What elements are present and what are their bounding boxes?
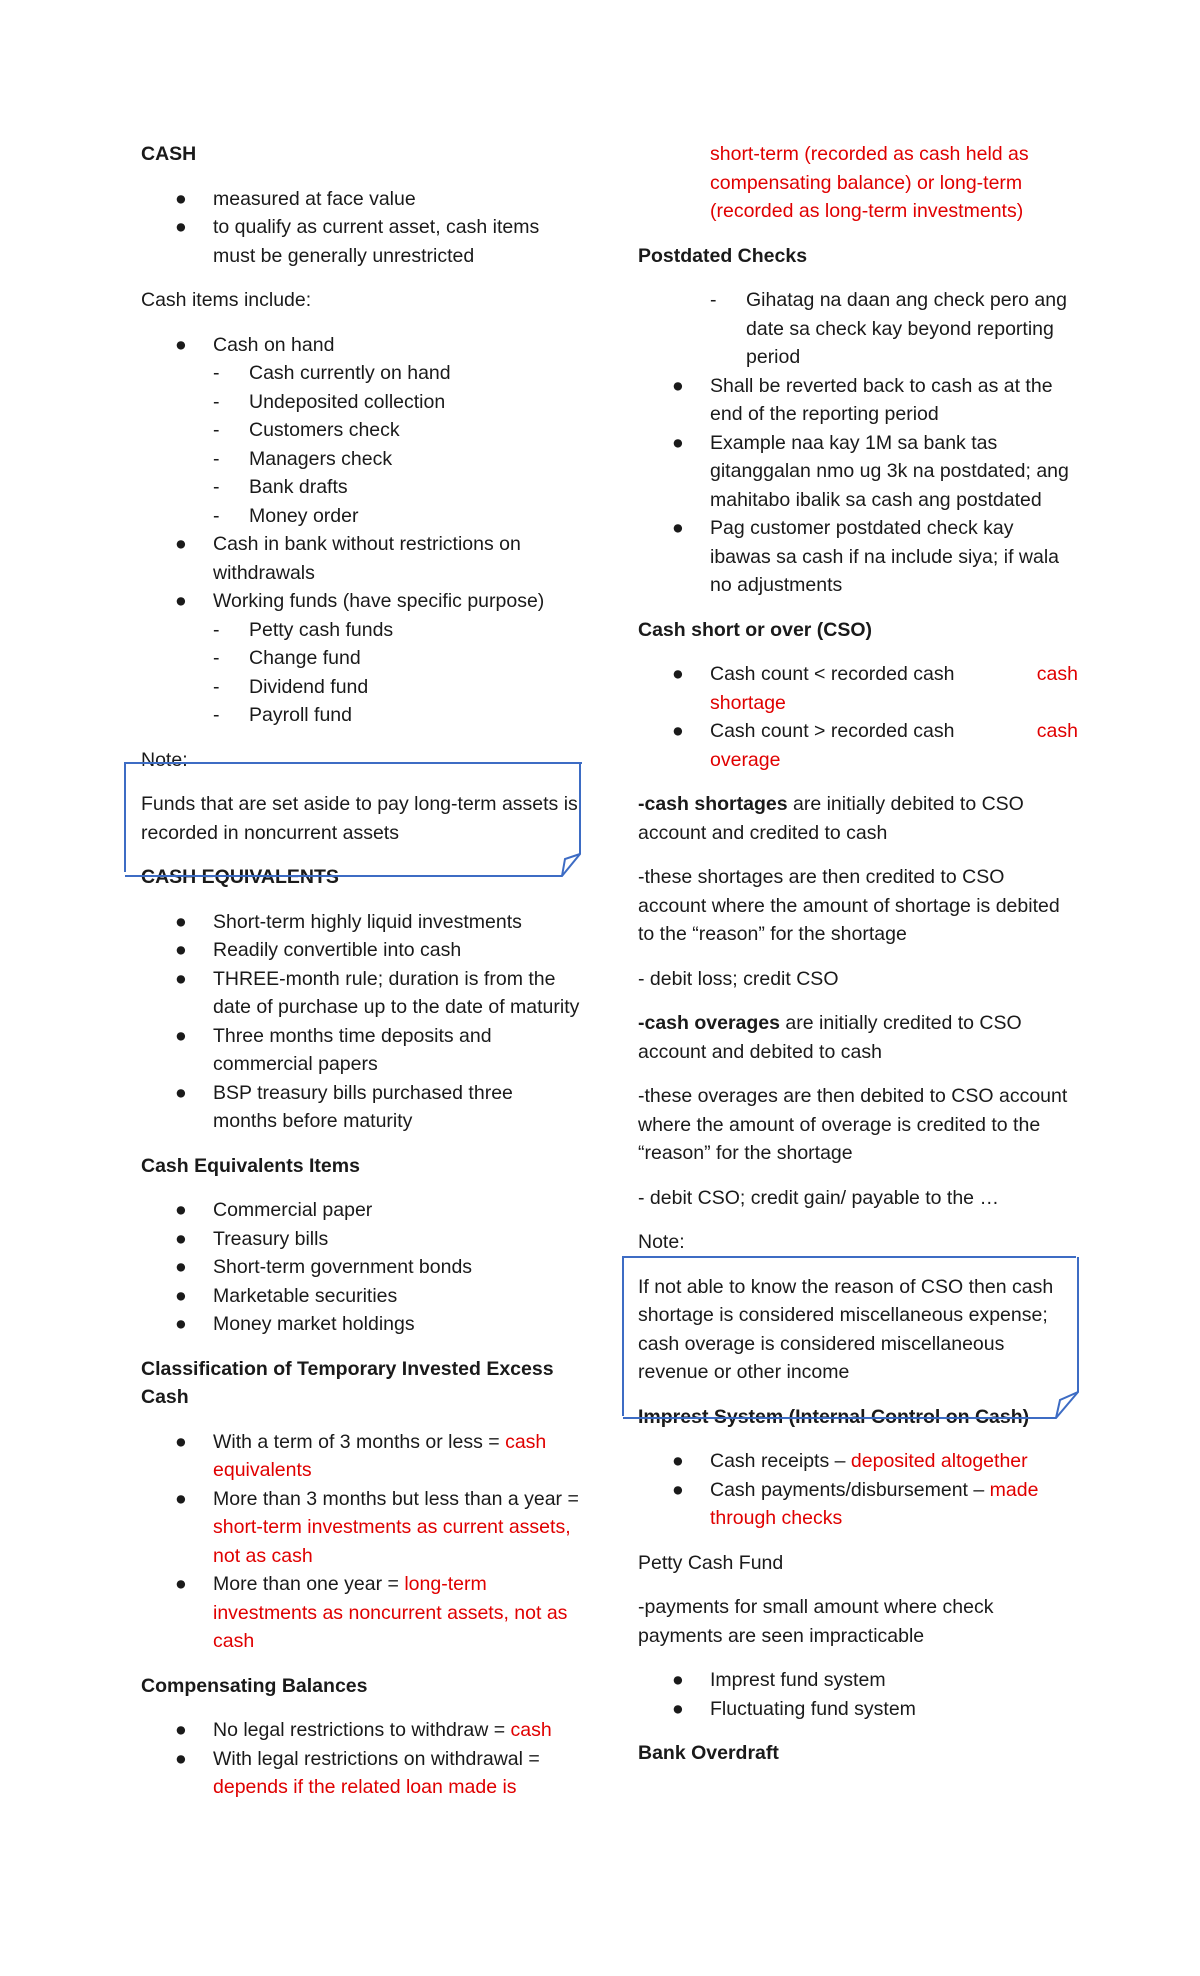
cash-equivalents-title: CASH EQUIVALENTS: [141, 866, 339, 888]
list-item: ● Cash receipts – deposited altogether: [638, 1447, 1078, 1476]
list-item: ● With a term of 3 months or less = cash equivalents: [141, 1428, 581, 1485]
list-item: ● More than one year = long-term investments as noncurrent assets, not as cash: [141, 1570, 581, 1656]
note-text: If not able to know the reason of CSO then cash shortage is considered miscellaneous expense; cash overage is considered miscellaneous revenue or other income: [638, 1275, 1054, 1383]
overage-paragraph-3: - debit CSO; credit gain/ payable to the …: [638, 1186, 999, 1209]
list-item: ● to qualify as current asset, cash items must be generally unrestricted: [141, 213, 581, 270]
list-item: ● No legal restrictions to withdraw = cash: [141, 1716, 581, 1745]
list-item: - Dividend fund: [141, 673, 581, 702]
list-item: ● Fluctuating fund system: [638, 1695, 1078, 1724]
list-item: - Bank drafts: [141, 473, 581, 502]
bullet-icon: ●: [672, 1697, 684, 1720]
list-item: - Undeposited collection: [141, 388, 581, 417]
bullet-icon: ●: [175, 1256, 187, 1278]
list-item: ● Imprest fund system: [638, 1666, 1078, 1695]
shortage-paragraph-2: -these shortages are then credited to CSO account where the amount of shortage is debited to the “reason” for the shortage: [638, 866, 1060, 945]
bullet-icon: ●: [175, 1284, 187, 1307]
bullet-icon: ●: [672, 663, 684, 685]
list-item: ● Example naa kay 1M sa bank tas gitanggalan nmo ug 3k na postdated; ang mahitabo ibalik sa cash ang postdated: [638, 429, 1078, 515]
cso-list: [638, 660, 1078, 774]
bullet-icon: ●: [175, 939, 187, 961]
dash-icon: -: [213, 618, 220, 641]
dash-icon: -: [213, 504, 220, 527]
bullet-icon: ●: [672, 1669, 684, 1691]
list-item: ● Short-term highly liquid investments: [141, 908, 581, 937]
compensating-list: [141, 1716, 581, 1802]
list-item: ● Commercial paper: [141, 1196, 581, 1225]
bullet-icon: ●: [672, 1450, 684, 1472]
bullet-icon: ●: [175, 533, 187, 555]
postdated-title: Postdated Checks: [638, 244, 808, 267]
cash-title: CASH: [141, 143, 197, 165]
dash-icon: -: [213, 704, 220, 726]
list-item: ● More than 3 months but less than a year = short-term investments as current assets, not as cash: [141, 1485, 581, 1571]
bullet-icon: ●: [175, 590, 187, 612]
list-item: ● THREE-month rule; duration is from the date of purchase up to the date of maturity: [141, 965, 581, 1022]
compensating-continued: [638, 140, 1078, 226]
postdated-bullet-list: [638, 372, 1078, 600]
list-item: - Payroll fund: [141, 701, 581, 730]
list-item: - Petty cash funds: [141, 616, 581, 645]
bullet-icon: ●: [175, 1199, 187, 1221]
bullet-icon: ●: [175, 910, 187, 933]
petty-cash-text: -payments for small amount where check payments are seen impracticable: [638, 1596, 994, 1647]
ce-items-title: Cash Equivalents Items: [141, 1154, 360, 1177]
list-item: - Cash currently on hand: [141, 359, 581, 388]
postdated-dash-list: [638, 286, 1078, 372]
list-item: - Change fund: [141, 644, 581, 673]
cash-items-list: [141, 331, 581, 730]
bullet-icon: ●: [175, 1227, 187, 1250]
note-label: Note:: [141, 748, 188, 771]
dash-icon: -: [710, 289, 717, 311]
list-item: ● Cash in bank without restrictions on withdrawals: [141, 530, 581, 587]
cash-items-intro: Cash items include:: [141, 289, 312, 311]
list-item: ● Treasury bills: [141, 1225, 581, 1254]
list-item: ● Three months time deposits and commercial papers: [141, 1022, 581, 1079]
list-item: ● Money market holdings: [141, 1310, 581, 1339]
list-item: - Money order: [141, 502, 581, 531]
list-item: ● BSP treasury bills purchased three months before maturity: [141, 1079, 581, 1136]
bank-overdraft-title: Bank Overdraft: [638, 1742, 779, 1764]
list-item: short-term (recorded as cash held as compensating balance) or long-term (recorded as long-term investments): [710, 143, 1029, 222]
bullet-icon: ●: [175, 1024, 187, 1047]
shortage-paragraph-1: -cash shortages are initially debited to CSO account and credited to cash: [638, 793, 1024, 844]
note-label: Note:: [638, 1231, 685, 1253]
list-item: ● Cash on hand - Cash currently on hand - Undeposited collection - Customers check - Managers check - Bank drafts - Money order: [141, 331, 581, 531]
dash-icon: -: [213, 675, 220, 698]
left-column: [141, 140, 581, 1818]
dash-icon: -: [213, 362, 220, 384]
bullet-icon: ●: [175, 1430, 187, 1453]
classification-title: Classification of Temporary Invested Excess Cash: [141, 1357, 554, 1408]
cash-on-hand-sublist: [213, 359, 581, 530]
list-item: ● Readily convertible into cash: [141, 936, 581, 965]
bullet-icon: ●: [672, 431, 684, 454]
petty-cash-title: Petty Cash Fund: [638, 1551, 784, 1574]
classification-list: [141, 1428, 581, 1656]
note-text: Funds that are set aside to pay long-term assets is recorded in noncurrent assets: [141, 793, 578, 844]
bullet-icon: ●: [175, 1487, 187, 1510]
shortage-paragraph-3: - debit loss; credit CSO: [638, 967, 839, 990]
bullet-icon: ●: [672, 374, 684, 397]
list-item: ● Cash count < recorded cash cash shortage: [638, 660, 1078, 717]
bullet-icon: ●: [175, 1573, 187, 1595]
bullet-icon: ●: [672, 517, 684, 539]
bullet-icon: ●: [175, 1719, 187, 1741]
ce-bullet-list: [141, 908, 581, 1136]
bullet-icon: ●: [175, 1747, 187, 1770]
dash-icon: -: [213, 419, 220, 441]
list-item: - Managers check: [141, 445, 581, 474]
compensating-title: Compensating Balances: [141, 1674, 368, 1697]
dash-icon: -: [213, 447, 220, 470]
list-item: ● measured at face value: [141, 185, 581, 214]
list-item: ● Pag customer postdated check kay ibawas sa cash if na include siya; if wala no adjustments: [638, 514, 1078, 600]
overage-paragraph-1: -cash overages are initially credited to CSO account and debited to cash: [638, 1012, 1022, 1063]
petty-cash-list: [638, 1666, 1078, 1723]
bullet-icon: ●: [175, 216, 187, 238]
bullet-icon: ●: [175, 333, 187, 356]
bullet-icon: ●: [175, 1081, 187, 1104]
cso-title: Cash short or over (CSO): [638, 618, 873, 641]
bullet-icon: ●: [175, 967, 187, 990]
right-column: [638, 140, 1078, 1784]
dash-icon: -: [213, 390, 220, 413]
list-item: ● With legal restrictions on withdrawal = depends if the related loan made is: [141, 1745, 581, 1802]
note-fold-right: [622, 1256, 1084, 1422]
imprest-list: [638, 1447, 1078, 1533]
ce-items-list: [141, 1196, 581, 1339]
overage-paragraph-2: -these overages are then debited to CSO account where the amount of overage is credited to the “reason” for the shortage: [638, 1085, 1068, 1164]
working-funds-sublist: [213, 616, 581, 730]
note-fold-left: [124, 762, 586, 878]
bullet-icon: ●: [672, 720, 684, 742]
imprest-title: Imprest System (Internal Control on Cash): [638, 1405, 1030, 1428]
list-item: - Gihatag na daan ang check pero ang date sa check kay beyond reporting period: [638, 286, 1078, 372]
list-item: ● Marketable securities: [141, 1282, 581, 1311]
list-item: ● Cash payments/disbursement – made through checks: [638, 1476, 1078, 1533]
bullet-icon: ●: [175, 1313, 187, 1335]
list-item: ● Working funds (have specific purpose) - Petty cash funds - Change fund - Dividend fund - Payroll fund: [141, 587, 581, 730]
dash-icon: -: [213, 476, 220, 498]
list-item: - Customers check: [141, 416, 581, 445]
list-item: ● Cash count > recorded cash cash overage: [638, 717, 1078, 774]
list-item: ● Shall be reverted back to cash as at the end of the reporting period: [638, 372, 1078, 429]
bullet-icon: ●: [672, 1478, 684, 1501]
bullet-icon: ●: [175, 187, 187, 210]
dash-icon: -: [213, 647, 220, 669]
list-item: ● Short-term government bonds: [141, 1253, 581, 1282]
cash-bullet-list: [141, 185, 581, 271]
